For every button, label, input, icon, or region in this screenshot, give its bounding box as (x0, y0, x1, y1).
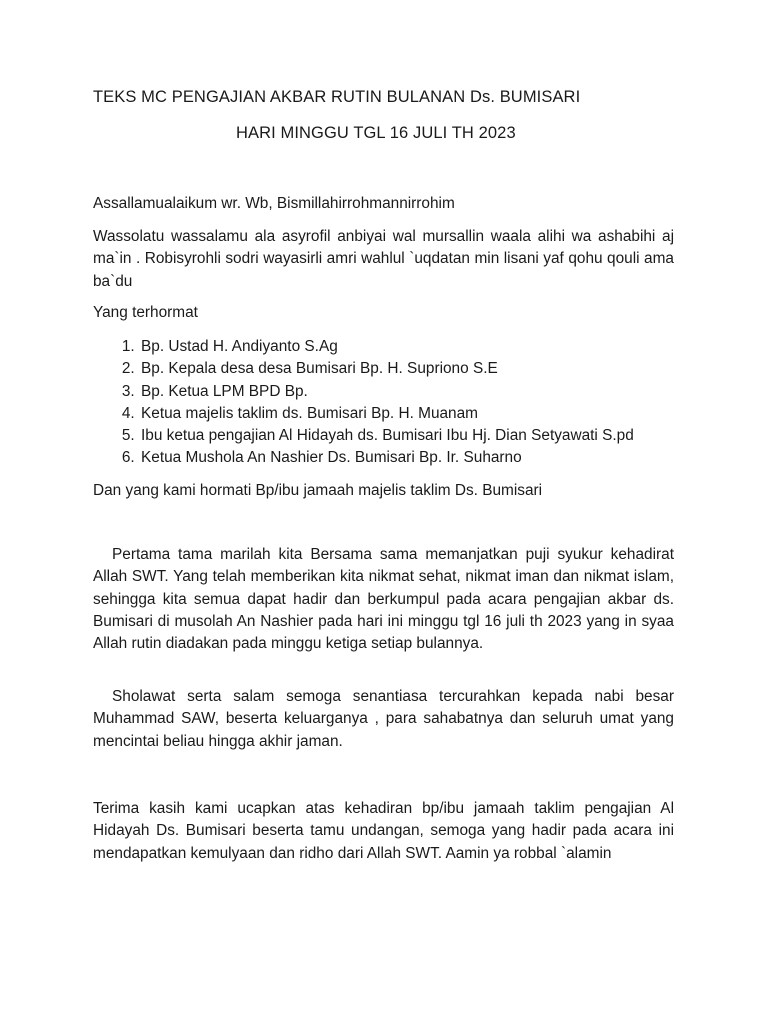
guest-list (93, 336, 699, 470)
paragraph-closing (93, 798, 674, 865)
guest-list-item: 3. Bp. Ketua LPM BPD Bp. (139, 381, 699, 403)
opening-prayer (93, 226, 674, 293)
opening-prayer-text: Wassolatu wassalamu ala asyrofil anbiyai wal mursallin waala alihi wa ashabihi aj ma`in . Robisyrohli sodri wayasirli amri wahlul `uqdatan min lisani yaf qohu qouli ama ba`du (93, 228, 674, 290)
paragraph-gratitude (93, 544, 674, 655)
honored-line: Dan yang kami hormati Bp/ibu jamaah majelis taklim Ds. Bumisari (93, 482, 543, 499)
guest-list-item: 1. Bp. Ustad H. Andiyanto S.Ag (139, 336, 699, 358)
paragraph-gratitude-text: Pertama tama marilah kita Bersama sama memanjatkan puji syukur kehadirat Allah SWT. Yang telah memberikan kita nikmat sehat, nikmat iman dan nikmat islam, sehingga kita semua dapat hadir dan berkumpul pada acara pengajian akbar ds. Bumisari di musolah An Nashier pada hari ini minggu tgl 16 juli th 2023 yang in syaa Allah rutin diadakan pada minggu ketiga setiap bulannya. (93, 546, 674, 653)
guest-list-item: 2. Bp. Kepala desa desa Bumisari Bp. H. Supriono S.E (139, 358, 699, 380)
paragraph-sholawat (93, 686, 674, 753)
document-subtitle-date: HARI MINGGU TGL 16 JULI TH 2023 (236, 124, 516, 142)
greeting-line: Assallamualaikum wr. Wb, Bismillahirrohmannirrohim (93, 195, 455, 212)
paragraph-closing-text: Terima kasih kami ucapkan atas kehadiran bp/ibu jamaah taklim pengajian Al Hidayah Ds. Bumisari beserta tamu undangan, semoga yang hadir pada acara ini mendapatkan kemulyaan dan ridho dari Allah SWT. Aamin ya robbal `alamin (93, 800, 674, 862)
paragraph-sholawat-text: Sholawat serta salam semoga senantiasa tercurahkan kepada nabi besar Muhammad SAW, beserta keluarganya , para sahabatnya dan seluruh umat yang mencintai beliau hingga akhir jaman. (93, 688, 674, 750)
document-title: TEKS MC PENGAJIAN AKBAR RUTIN BULANAN Ds. BUMISARI (93, 88, 581, 106)
guest-list-item: 5. Ibu ketua pengajian Al Hidayah ds. Bumisari Ibu Hj. Dian Setyawati S.pd (139, 425, 699, 447)
guest-list-item: 4. Ketua majelis taklim ds. Bumisari Bp. H. Muanam (139, 403, 699, 425)
guest-list-item: 6. Ketua Mushola An Nashier Ds. Bumisari Bp. Ir. Suharno (139, 447, 699, 469)
respected-label: Yang terhormat (93, 304, 198, 321)
